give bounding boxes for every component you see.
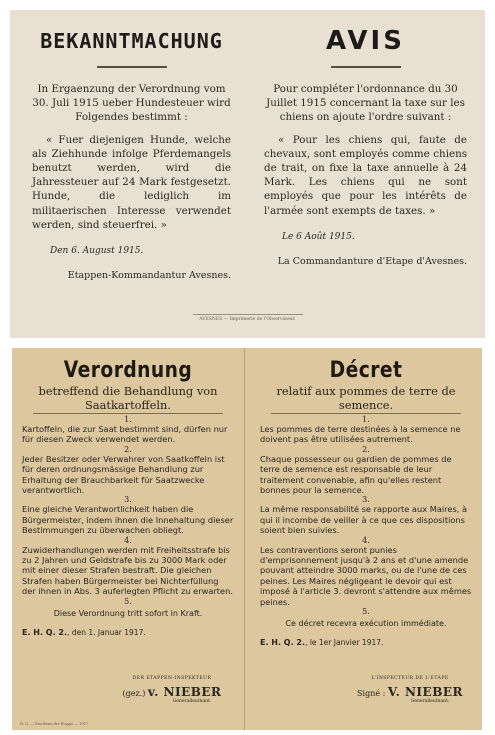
article-number: 2. [124,444,132,454]
article-text: La même responsabilité se rapporte aux Maires, à qui il incombe de veiller à ce que ces dispositions soient bien suivies. [260,504,468,536]
german-title: Verordnung [63,358,193,383]
german-signature: Etappen-Kommandantur Avesnes. [67,270,231,282]
article-number: 2. [362,444,370,454]
german-heading: BEKANNTMACHUNG [40,29,223,53]
german-body: « Fuer diejenigen Hunde, welche als Ziehhunde infolge Pferdemangels benutzt werden, wird die Jahressteuer auf 24 Mark festgesetzt. Hunde, die lediglich im militaerischen Interesse verwendet werden, sind steuerfrei. » [32,133,231,231]
date: den 1. Januar 1917. [71,627,146,637]
article-text: Les pommes de terre destinées à la semence ne doivent pas être utilisées autrement. [260,424,461,445]
dog-tax-notice-poster [10,10,485,338]
article-number: 4. [124,535,132,545]
date: le 1er Janvier 1917. [309,638,384,648]
article-number: 3. [362,495,370,505]
article-number: 1. [124,415,132,424]
article-text: Chaque possesseur ou gardien de pommes de terre de semence est responsable de leur traitement convenable, afin qu'elles restent bonnes pour la semence. [260,453,452,496]
signature-line [350,685,470,699]
french-column [248,10,485,338]
printer-footer: AVESNES — Imprimerie de l'Observateur. [10,314,485,322]
article-number: 1. [362,415,370,424]
signature-line [112,685,232,699]
article-text: Ce décret recevra exécution immédiate. [285,619,447,629]
french-date: Le 6 Août 1915. [282,231,355,242]
article-number: 4. [362,535,370,545]
german-date-line: E. H. Q. 2., den 1. Januar 1917. [22,627,146,637]
article-text: Zuwiderhandlungen werden mit Freiheitsstrafe bis zu 2 Jahren und Geldstrafe bis zu 3000 Mark oder mit einer dieser Strafen bestraft. Die gleichen Strafen haben Bürgermeister bei Nichterfüllung der ihnen in Abs. 3 auferlegten Pflicht zu erwarten. [22,544,233,597]
german-subtitle: betreffend die Behandlung von Saatkartoffeln. [38,384,218,412]
french-title: Décret [329,358,403,383]
signed-label: Signé : [357,689,386,698]
place: E. H. Q. 2. [260,638,306,648]
article-number: 5. [362,607,370,617]
signer-title: DER ETAPPEN-INSPEKTEUR [132,676,212,681]
french-intro: Pour compléter l'ordonnance du 30 Juillet 1915 concernant la taxe sur les chiens on ajoute l'ordre suivant : [266,83,465,124]
article-text: Jeder Besitzer oder Verwahrer von Saatkoffeln ist für deren ordnungsmässige Behandlung zur Erhaltung der Brauchbarkeit für Saatzwecke verantwortlich. [22,453,225,496]
article-number: 3. [124,495,132,505]
article-text: Eine gleiche Verantwortlichkeit haben die Bürgermeister, indem ihnen die Innehaltung dieser Bestimmungen zu überwachen obliegt. [22,504,234,536]
german-date: Den 6. August 1915. [50,246,144,257]
heading-divider [331,66,401,68]
signer-title: L'INSPECTEUR DE L'ETAPE [371,676,449,681]
german-intro: In Ergaenzung der Verordnung vom 30. Juli 1915 ueber Hundesteuer wird Folgendes bestimmt : [32,83,231,124]
article-number: 5. [124,596,132,606]
signer-rank: Generalleutnant. [410,699,450,704]
heading-divider [97,66,167,68]
french-articles [260,415,472,628]
french-signature: La Commandanture d'Etape d'Avesnes. [277,255,467,267]
signed-label: (gez.) [122,689,146,698]
signer-name: v. NIEBER [147,685,222,699]
french-date-line: E. H. Q. 2., le 1er Janvier 1917. [260,638,384,648]
german-signature-block [112,676,232,704]
french-column [246,348,482,730]
french-body: « Pour les chiens qui, faute de chevaux, sont employés comme chiens de trait, on fixe la taxe annuelle à 24 Mark. Les chiens qui ne sont employés que pour les intérêts de l'armée sont exempts de taxes. » [264,133,467,217]
article-text: Kartoffeln, die zur Saat bestimmt sind, dürfen nur für diesen Zweck verwendet werden. [22,424,228,445]
signer-rank: Generalleutnant. [172,699,212,704]
article-text: Diese Verordnung tritt sofort in Kraft. [53,608,203,618]
signer-name: V. NIEBER [387,685,463,699]
french-subtitle: relatif aux pommes de terre de semence. [276,384,456,412]
german-column [12,348,245,730]
subtitle-underline [33,413,223,414]
french-signature-block [350,676,470,704]
article-text: Les contraventions seront punies d'emprisonnement jusqu'à 2 ans et d'une amende pouvant atteindre 3000 marks, ou de l'une de ces peines. Les Maires négligeant le devoir qui est imposé à l'article 3. devront s'attendre aux mêmes peines. [260,544,472,607]
place: E. H. Q. 2. [22,627,68,637]
seed-potato-decree-poster [12,348,482,730]
french-heading: AVIS [326,26,405,56]
german-articles [22,415,234,618]
subtitle-underline [271,413,461,414]
printer-footer: H. Q. — Druckerei der Etappe — 1917 [20,722,89,726]
german-column [10,10,245,338]
